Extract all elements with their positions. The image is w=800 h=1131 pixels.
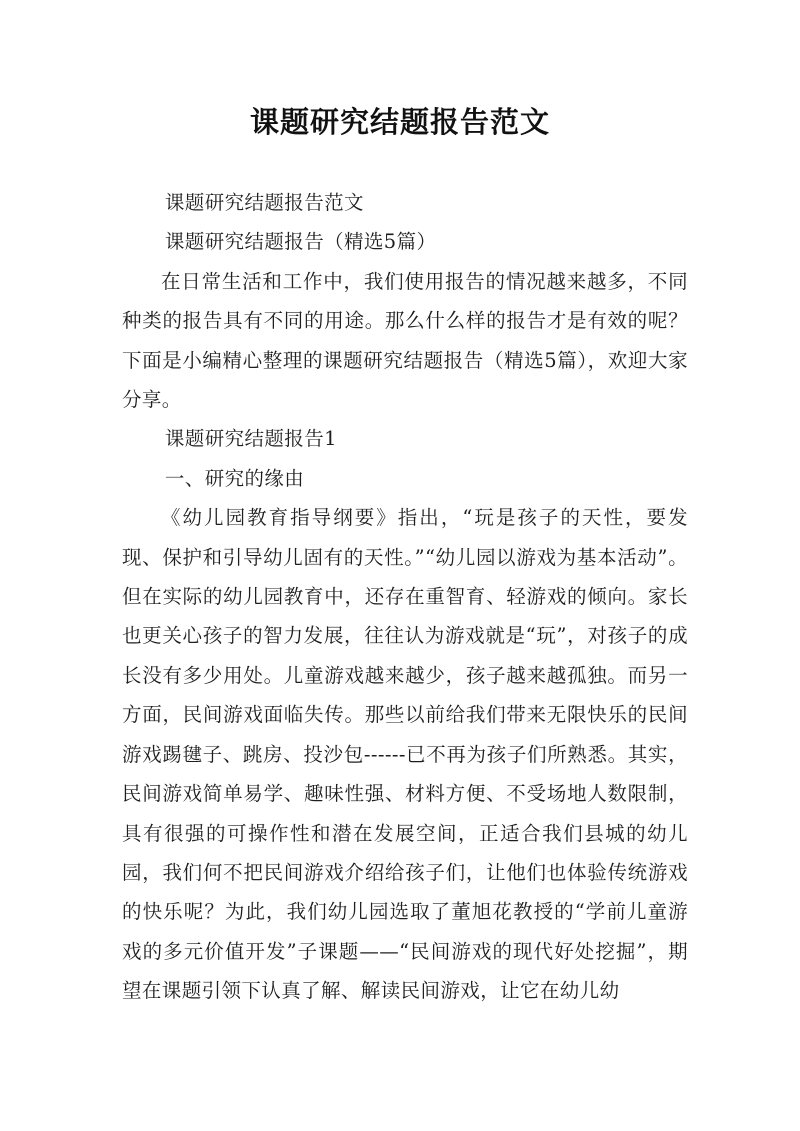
paragraph-report-heading: 课题研究结题报告1 xyxy=(164,427,337,451)
paragraph-subtitle: 课题研究结题报告范文 xyxy=(164,191,364,214)
paragraph-collection-heading: 课题研究结题报告（精选5篇） xyxy=(164,230,437,254)
document-title: 课题研究结题报告范文 xyxy=(249,105,550,139)
paragraph-body: 《幼儿园教育指导纲要》指出，“玩是孩子的天性，要发现、保护和引导幼儿固有的天性。”“幼儿园以游戏为基本活动”。但在实际的幼儿园教育中，还存在重智育、轻游戏的倾向。家长也更关心孩子的智力发展，往往认为游戏就是“玩”，对孩子的成长没有多少用处。儿童游戏越来越少，孩子越来越孤独。而另一方面，民间游戏面临失传。那些以前给我们带来无限快乐的民间游戏踢毽子、跳房、投沙包------已不再为孩子们所熟悉。其实，民间游戏简单易学、趣味性强、材料方便、不受场地人数限制，具有很强的可操作性和潜在发展空间，正适合我们县城的幼儿园，我们何不把民间游戏介绍给孩子们，让他们也体验传统游戏的快乐呢？为此，我们幼儿园选取了董旭花教授的“学前儿童游戏的多元价值开发”子课题——“民间游戏的现代好处挖掘”，期望在课题引领下认真了解、解读民间游戏，让它在幼儿幼 xyxy=(122,506,688,1003)
paragraph-section-heading: 一、研究的缘由 xyxy=(164,466,305,490)
paragraph-intro: 在日常生活和工作中，我们使用报告的情况越来越多，不同种类的报告具有不同的用途。那么什么样的报告才是有效的呢？下面是小编精心整理的课题研究结题报告（精选5篇），欢迎大家分享。 xyxy=(122,269,688,412)
document-body xyxy=(122,183,688,1011)
